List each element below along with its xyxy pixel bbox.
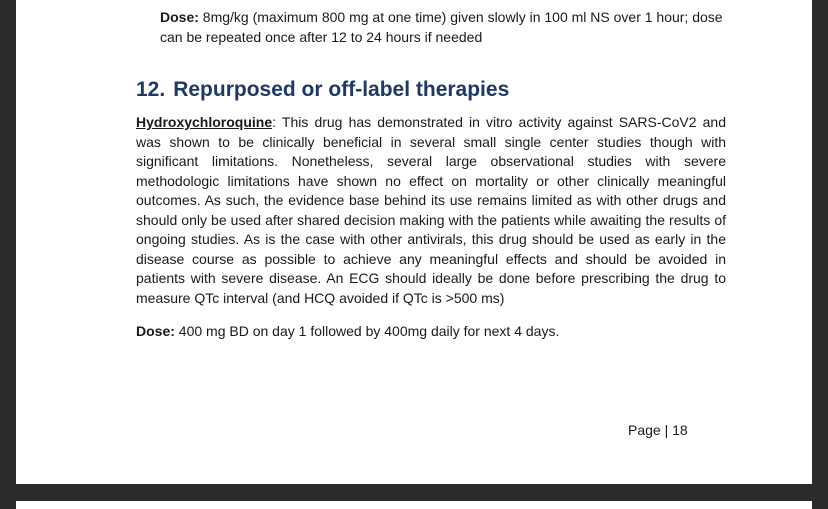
dose-text: 8mg/kg (maximum 800 mg at one time) given slowly in 100 ml NS over 1 hour; dose can be repeated once after 12 to 24 hours if needed (160, 9, 723, 45)
previous-dose-paragraph (160, 7, 726, 47)
hcq-dose-paragraph (136, 321, 726, 341)
section-number: 12. (136, 78, 166, 101)
hcq-dose-label: Dose: (136, 323, 175, 339)
hcq-dose-text: 400 mg BD on day 1 followed by 400mg daily for next 4 days. (174, 323, 560, 339)
hydroxychloroquine-paragraph (136, 113, 726, 308)
document-page (16, 0, 812, 484)
section-title: Repurposed or off-label therapies (173, 78, 510, 101)
drug-description: : This drug has demonstrated in vitro activity against SARS-CoV2 and was shown to be clinically beneficial in several small single center studies though with significant limitations. Nonetheless, several large observational studies with severe methodologic limitations have shown no effect on mortality or other clinically meaningful outcomes. As such, the evidence base behind its use remains limited as with other drugs and should only be used after shared decision making with the patients while awaiting the results of ongoing studies. As is the case with other antivirals, this drug should be used as early in the disease course as possible to achieve any meaningful effects and should be avoided in patients with severe disease. An ECG should ideally be done before prescribing the drug to measure QTc interval (and HCQ avoided if QTc is >500 ms) (136, 114, 726, 306)
dose-label: Dose: (160, 9, 199, 25)
next-page-edge (16, 501, 812, 509)
drug-term: Hydroxychloroquine (136, 114, 273, 130)
page-number: Page | 18 (628, 422, 688, 438)
section-heading (136, 77, 509, 103)
